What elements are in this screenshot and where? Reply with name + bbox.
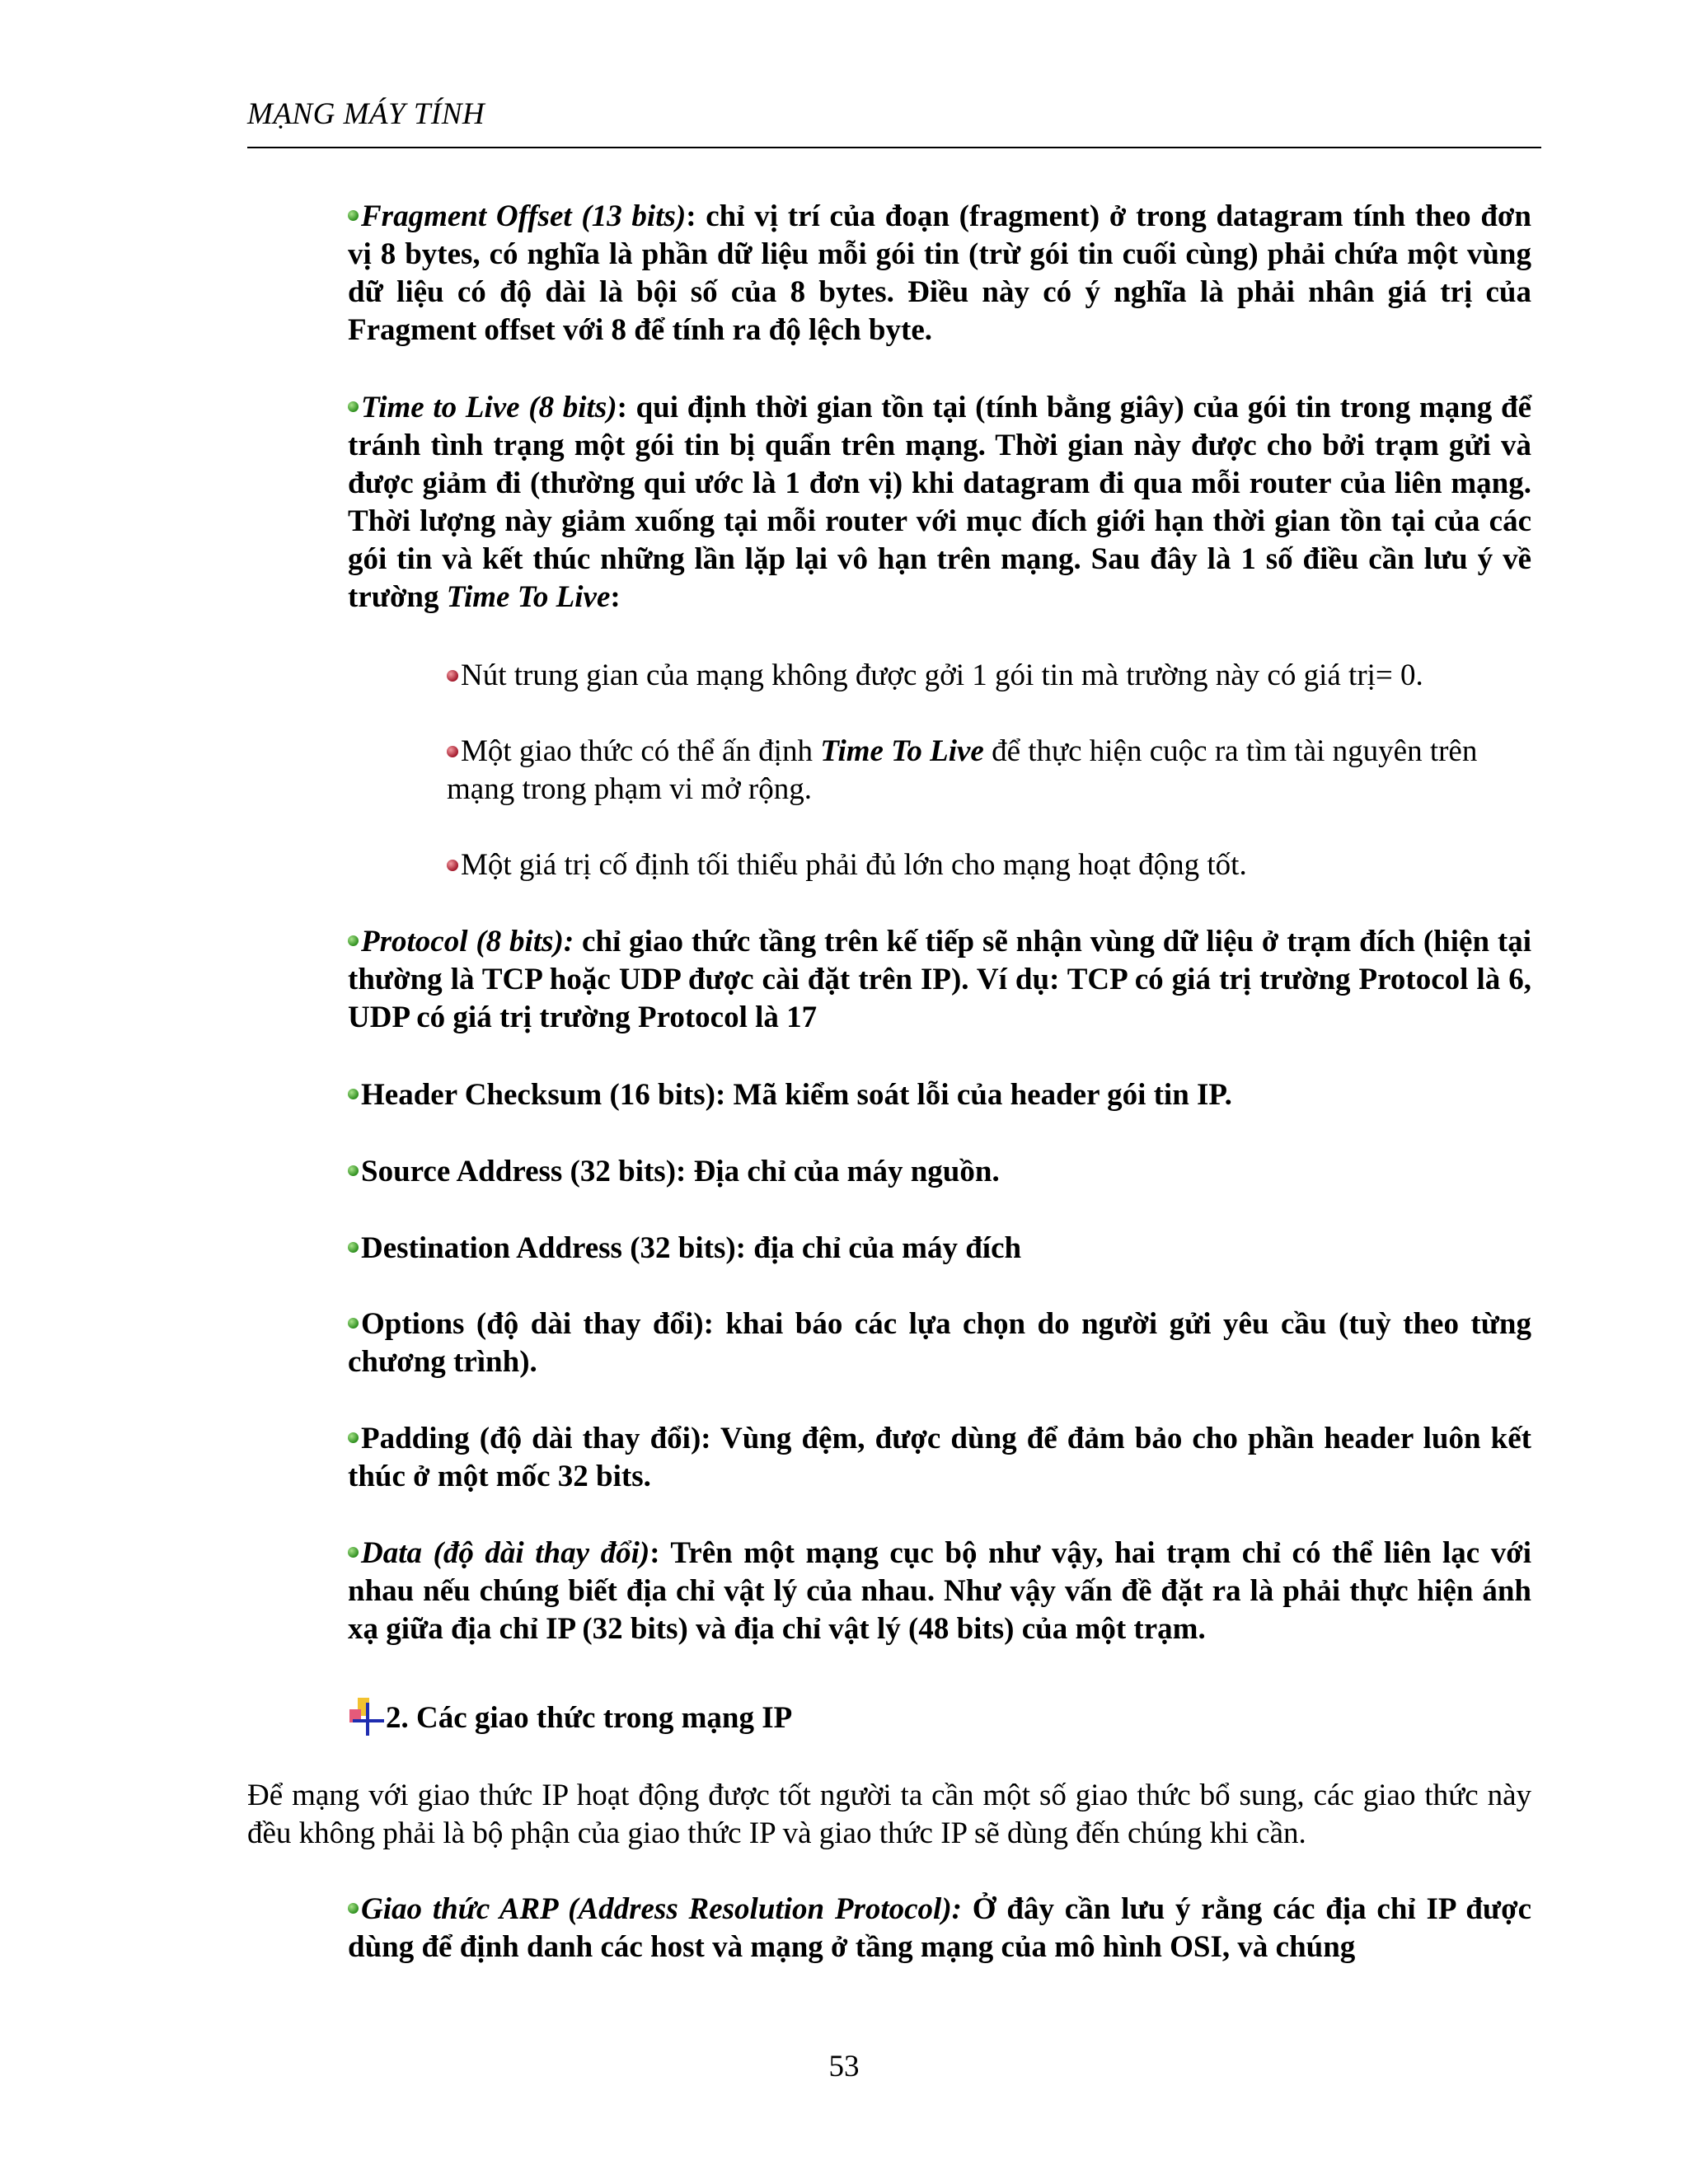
page-number: 53 — [828, 2050, 860, 2083]
paragraph-padding — [348, 1420, 1531, 1496]
header-rule — [247, 147, 1541, 148]
paragraph-arp — [348, 1891, 1531, 1966]
section-intro: Để mạng với giao thức IP hoạt động được tốt người ta cần một số giao thức bổ sung, các giao thức này đều không phải là bộ phận của giao thức IP và giao thức IP sẽ dùng đến chúng khi cần. — [247, 1779, 1531, 1850]
green-bullet-icon — [348, 1903, 359, 1914]
note-text: Một giao thức có thể ấn định — [461, 734, 821, 768]
field-name: Time to Live (8 bits) — [361, 391, 617, 424]
green-bullet-icon — [348, 1089, 359, 1099]
paragraph-destination-address — [348, 1230, 1531, 1268]
paragraph-protocol — [348, 923, 1531, 1037]
green-bullet-icon — [348, 210, 359, 221]
note-text: Nút trung gian của mạng không được gởi 1 gói tin mà trường này có giá trị= 0. — [461, 658, 1423, 692]
paragraph-data — [348, 1535, 1531, 1648]
green-bullet-icon — [348, 1547, 359, 1558]
field-description: Options (độ dài thay đổi): khai báo các lựa chọn do người gửi yêu cầu (tuỳ theo từng chương trình). — [348, 1307, 1531, 1379]
ttl-note-2 — [447, 733, 1531, 808]
note-term: Time To Live — [820, 734, 984, 768]
green-bullet-icon — [348, 1318, 359, 1329]
field-description: chỉ giao thức tầng trên kế tiếp sẽ nhận vùng dữ liệu ở trạm đích (hiện tại thường là TCP hoặc UDP được cài đặt trên IP). Ví dụ: TCP có giá trị trường Protocol là 6, UDP có giá trị trường Protocol là 17 — [348, 925, 1532, 1034]
paragraph-time-to-live — [348, 389, 1531, 616]
note-text: Một giá trị cố định tối thiểu phải đủ lớn cho mạng hoạt động tốt. — [461, 848, 1247, 882]
paragraph-source-address — [348, 1153, 1531, 1191]
red-bullet-icon — [447, 670, 458, 682]
section-heading-text: 2. Các giao thức trong mạng IP — [386, 1700, 793, 1735]
green-bullet-icon — [348, 935, 359, 946]
note-text-tail: để thực hiện cuộc ra tìm tài nguyên trên mạng trong phạm vi mở rộng. — [447, 734, 1478, 806]
ttl-note-3 — [447, 846, 1531, 884]
field-description: : chỉ vị trí của đoạn (fragment) ở trong datagram tính theo đơn vị 8 bytes, có nghĩa là phần dữ liệu mỗi gói tin (trừ gói tin cuối cùng) phải chứa một vùng dữ liệu có độ dài là bội số của 8 bytes. Điều này có ý nghĩa là phải nhân giá trị của Fragment offset với 8 để tính ra độ lệch byte. — [348, 199, 1531, 347]
field-description: Padding (độ dài thay đổi): Vùng đệm, được dùng để đảm bảo cho phần header luôn kết thúc ở một mốc 32 bits. — [348, 1422, 1531, 1493]
green-bullet-icon — [348, 1165, 359, 1176]
field-description: : qui định thời gian tồn tại (tính bằng giây) của gói tin trong mạng để tránh tình trạng một gói tin bị quẩn trên mạng. Thời gian này được cho bởi trạm gửi và được giảm đi (thường qui ước là 1 đơn vị) khi datagram đi qua mỗi router của liên mạng. Thời lượng này giảm xuống tại mỗi router với mục đích giới hạn thời gian tồn tại của các gói tin và kết thúc những lần lặp lại vô hạn trên mạng. Sau đây là 1 số điều cần lưu ý về trường — [348, 391, 1531, 614]
paragraph-options — [348, 1305, 1531, 1381]
paragraph-header-checksum — [348, 1076, 1531, 1114]
section-marker-icon — [348, 1698, 384, 1737]
field-description-tail: : — [610, 580, 621, 614]
field-description: Ở đây cần lưu ý rằng các địa chỉ IP được dùng để định danh các host và mạng ở tầng mạng của mô hình OSI, và chúng — [348, 1892, 1531, 1964]
field-name: Giao thức ARP (Address Resolution Protocol): — [361, 1892, 962, 1926]
field-description: Destination Address (32 bits): địa chỉ của máy đích — [361, 1231, 1022, 1265]
green-bullet-icon — [348, 1242, 359, 1253]
field-description: Source Address (32 bits): Địa chỉ của máy nguồn. — [361, 1155, 1000, 1188]
field-term: Time To Live — [446, 580, 611, 614]
field-name: Data (độ dài thay đổi) — [361, 1536, 650, 1570]
field-name: Protocol (8 bits): — [361, 925, 574, 958]
field-description: : Trên một mạng cục bộ như vậy, hai trạm chỉ có thể liên lạc với nhau nếu chúng biết địa chỉ vật lý của nhau. Như vậy vấn đề đặt ra là phải thực hiện ánh xạ giữa địa chỉ IP (32 bits) và địa chỉ vật lý (48 bits) của một trạm. — [348, 1536, 1532, 1646]
red-bullet-icon — [447, 860, 458, 871]
green-bullet-icon — [348, 401, 359, 412]
section-heading — [348, 1698, 792, 1737]
running-header-title: MẠNG MÁY TÍNH — [247, 97, 485, 131]
field-description: Header Checksum (16 bits): Mã kiểm soát lỗi của header gói tin IP. — [361, 1078, 1232, 1112]
red-bullet-icon — [447, 746, 458, 757]
field-name: Fragment Offset (13 bits) — [361, 199, 687, 233]
ttl-note-1 — [447, 657, 1531, 695]
green-bullet-icon — [348, 1432, 359, 1443]
paragraph-fragment-offset — [348, 198, 1531, 349]
